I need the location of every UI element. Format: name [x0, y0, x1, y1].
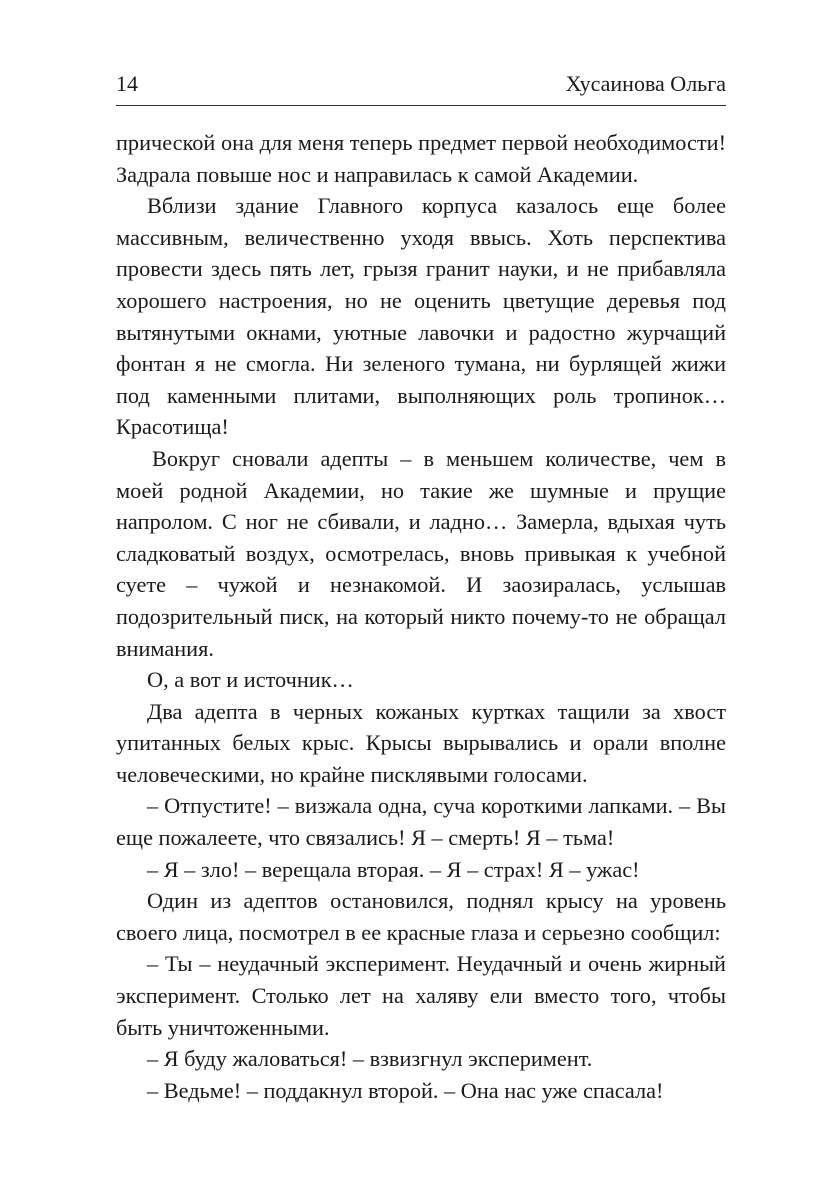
dialogue-line: – Я буду жаловаться! – взвизгнул эксперимент.	[147, 1046, 593, 1072]
paragraph: О, а вот и источник…	[147, 667, 354, 693]
dialogue-line: – Ведьме! – поддакнул второй. – Она нас уже спасала!	[147, 1077, 664, 1103]
page-number: 14	[116, 71, 138, 96]
header-rule	[116, 105, 726, 106]
paragraph: Вблизи здание Главного корпуса казалось еще более массивным, величественно уходя ввысь. Хоть перспектива провести здесь пять лет, грызя гранит науки, и не прибавляла хорошего настроения, но не оценить цветущие деревья под вытянутыми окнами, уютные лавочки и радостно журчащий фонтан я не смогла. Ни зеленого тумана, ни бурлящей жижи под каменными плитами, выполняющих роль тропинок… Красотища!	[116, 193, 726, 440]
paragraph: Вокруг сновали адепты – в меньшем количестве, чем в моей родной Академии, но такие же шумные и прущие напролом. С ног не сбивали, и ладно… Замерла, вдыхая чуть сладковатый воздух, осмотрелась, вновь привыкая к учебной суете – чужой и незнакомой. И заозиралась, услышав подозрительный писк, на который никто почему-то не обращал внимания.	[116, 445, 726, 661]
dialogue-line: – Отпустите! – визжала одна, суча короткими лапками. – Вы еще пожалеете, что связались! Я – смерть! Я – тьма!	[116, 793, 726, 851]
author-name: Хусаинова Ольга	[565, 71, 726, 96]
paragraph: Один из адептов остановился, поднял крысу на уровень своего лица, посмотрел в ее красные глаза и серьезно сообщил:	[116, 888, 726, 945]
paragraph: Два адепта в черных кожаных куртках тащили за хвост упитанных белых крыс. Крысы вырывались и орали вполне человеческими, но крайне писклявыми голосами.	[116, 698, 726, 787]
paragraph: прической она для меня теперь предмет первой необходимости! Задрала повыше нос и направилась к самой Академии.	[116, 130, 726, 187]
body-text	[116, 127, 726, 1106]
dialogue-line: – Ты – неудачный эксперимент. Неудачный и очень жирный эксперимент. Столько лет на халяву ели вместо того, чтобы быть уничтоженными.	[116, 951, 726, 1040]
running-head	[116, 66, 726, 102]
dialogue-line: – Я – зло! – верещала вторая. – Я – страх! Я – ужас!	[147, 856, 640, 882]
